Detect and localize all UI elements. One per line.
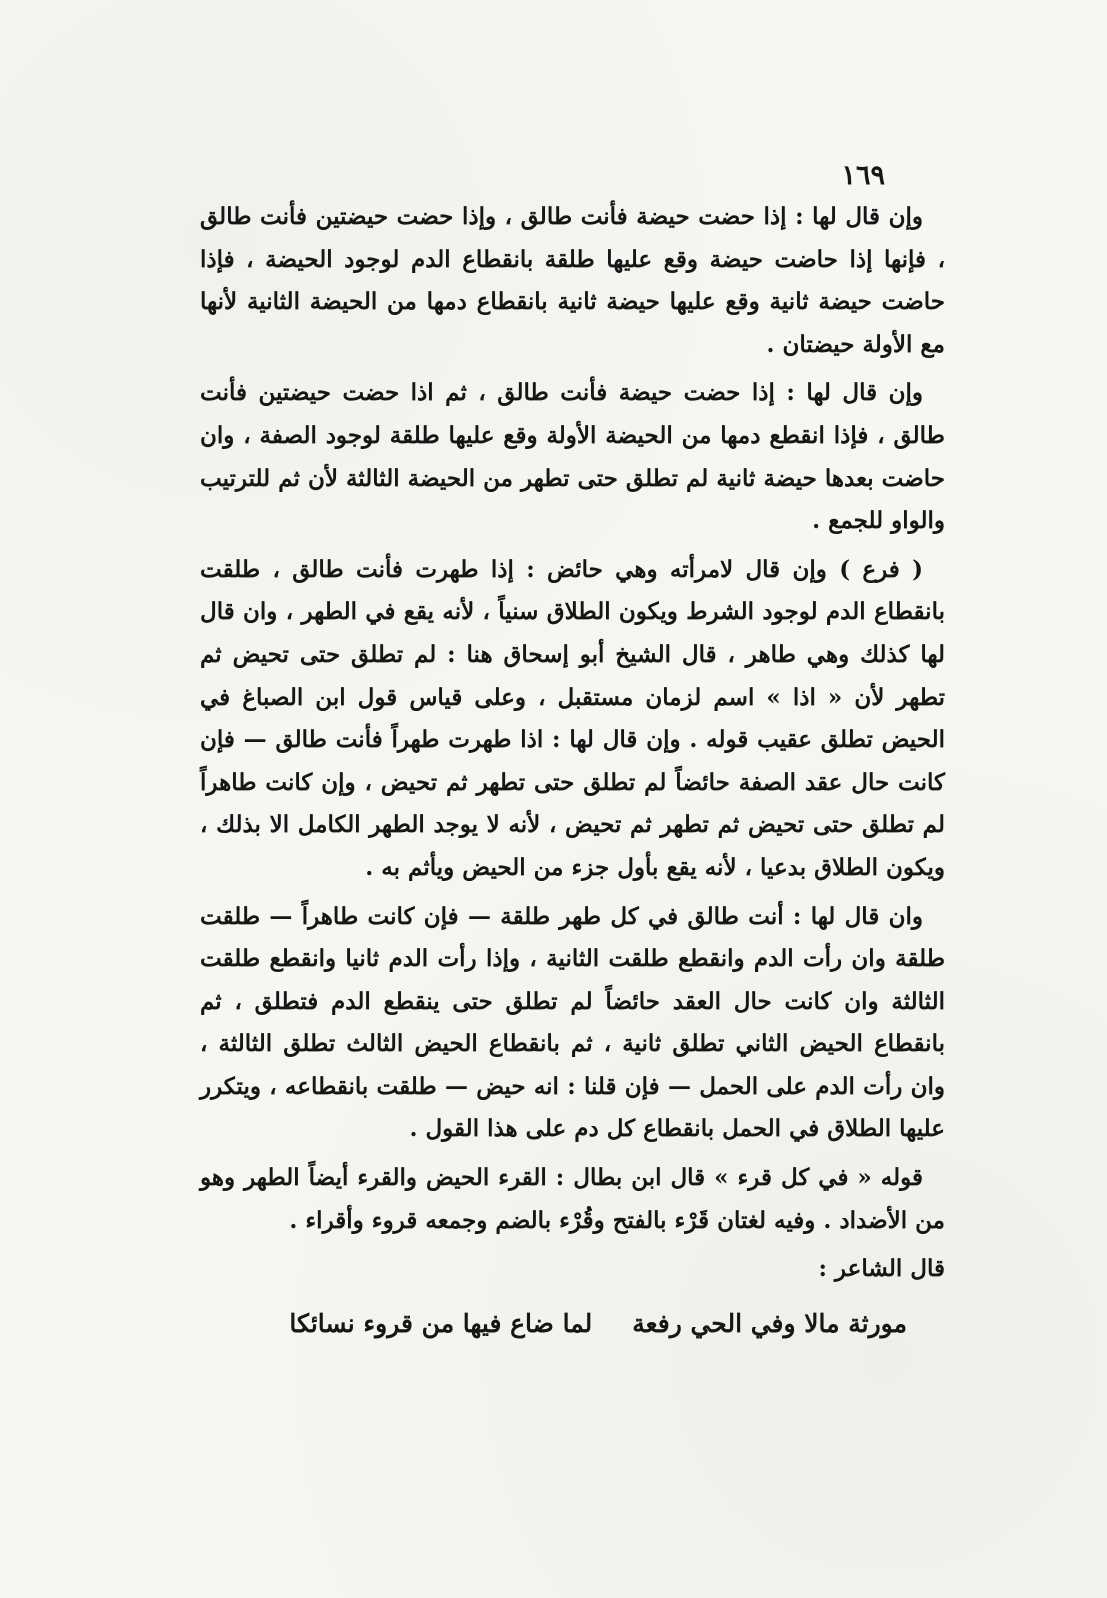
poetry-verse	[200, 1304, 945, 1344]
page-number: ١٦٩	[841, 160, 885, 191]
paragraph-5: قوله « في كل قرء » قال ابن بطال : القرء الحيض والقرء أيضاً الطهر وهو من الأضداد . وفيه لغتان قَرْء بالفتح وقُرْء بالضم وجمعه قروء وأقراء .	[200, 1164, 945, 1234]
paragraph-3: ( فرع ) وإن قال لامرأته وهي حائض : إذا طهرت فأنت طالق ، طلقت بانقطاع الدم لوجود الشرط ويكون الطلاق سنياً ، لأنه يقع في الطهر ، وان قال لها كذلك وهي طاهر ، قال الشيخ أبو إسحاق هنا : لم تطلق حتى تحيض ثم تطهر لأن « اذا » اسم لزمان مستقبل ، وعلى قياس قول ابن الصباغ في الحيض تطلق عقيب قوله . وإن قال لها : اذا طهرت طهراً فأنت طالق — فإن كانت حال عقد الصفة حائضاً لم تطلق حتى تطهر ثم تحيض ، وإن كانت طاهراً لم تطلق حتى تحيض ثم تطهر ثم تحيض ، لأنه لا يوجد الطهر الكامل الا بذلك ، ويكون الطلاق بدعيا ، لأنه يقع بأول جزء من الحيض ويأثم به .	[200, 555, 945, 881]
poet-label: قال الشاعر :	[818, 1255, 945, 1283]
paragraph-4: وان قال لها : أنت طالق في كل طهر طلقة — فإن كانت طاهراً — طلقت طلقة وان رأت الدم وانقطع طلقت الثانية ، وإذا رأت الدم ثانيا وانقطع طلقت الثالثة وان كانت حال العقد حائضاً لم تطلق حتى ينقطع الدم فتطلق ، ثم بانقطاع الحيض الثاني تطلق ثانية ، ثم بانقطاع الحيض الثالث تطلق الثالثة ، وان رأت الدم على الحمل — فإن قلنا : انه حيض — طلقت بانقطاعه ، ويتكرر عليها الطلاق في الحمل بانقطاع كل دم على هذا القول .	[200, 902, 945, 1143]
body-text	[200, 196, 945, 1344]
paragraph-2: وإن قال لها : إذا حضت حيضة فأنت طالق ، ثم اذا حضت حيضتين فأنت طالق ، فإذا انقطع دمها من الحيضة الأولة وقع عليها طلقة لوجود الصفة ، وان حاضت بعدها حيضة ثانية لم تطلق حتى تطهر من الحيضة الثالثة لأن ثم للترتيب والواو للجمع .	[200, 379, 945, 535]
paragraph-1: وإن قال لها : إذا حضت حيضة فأنت طالق ، وإذا حضت حيضتين فأنت طالق ، فإنها إذا حاضت حيضة وقع عليها طلقة بانقطاع الدم لوجود الحيضة ، فإذا حاضت حيضة ثانية وقع عليها حيضة ثانية بانقطاع دمها من الحيضة الثانية لأنها مع الأولة حيضتان .	[200, 203, 945, 358]
verse-first-hemistich: مورثة مالا وفي الحي رفعة	[632, 1309, 907, 1339]
verse-second-hemistich: لما ضاع فيها من قروء نسائكا	[289, 1309, 593, 1339]
